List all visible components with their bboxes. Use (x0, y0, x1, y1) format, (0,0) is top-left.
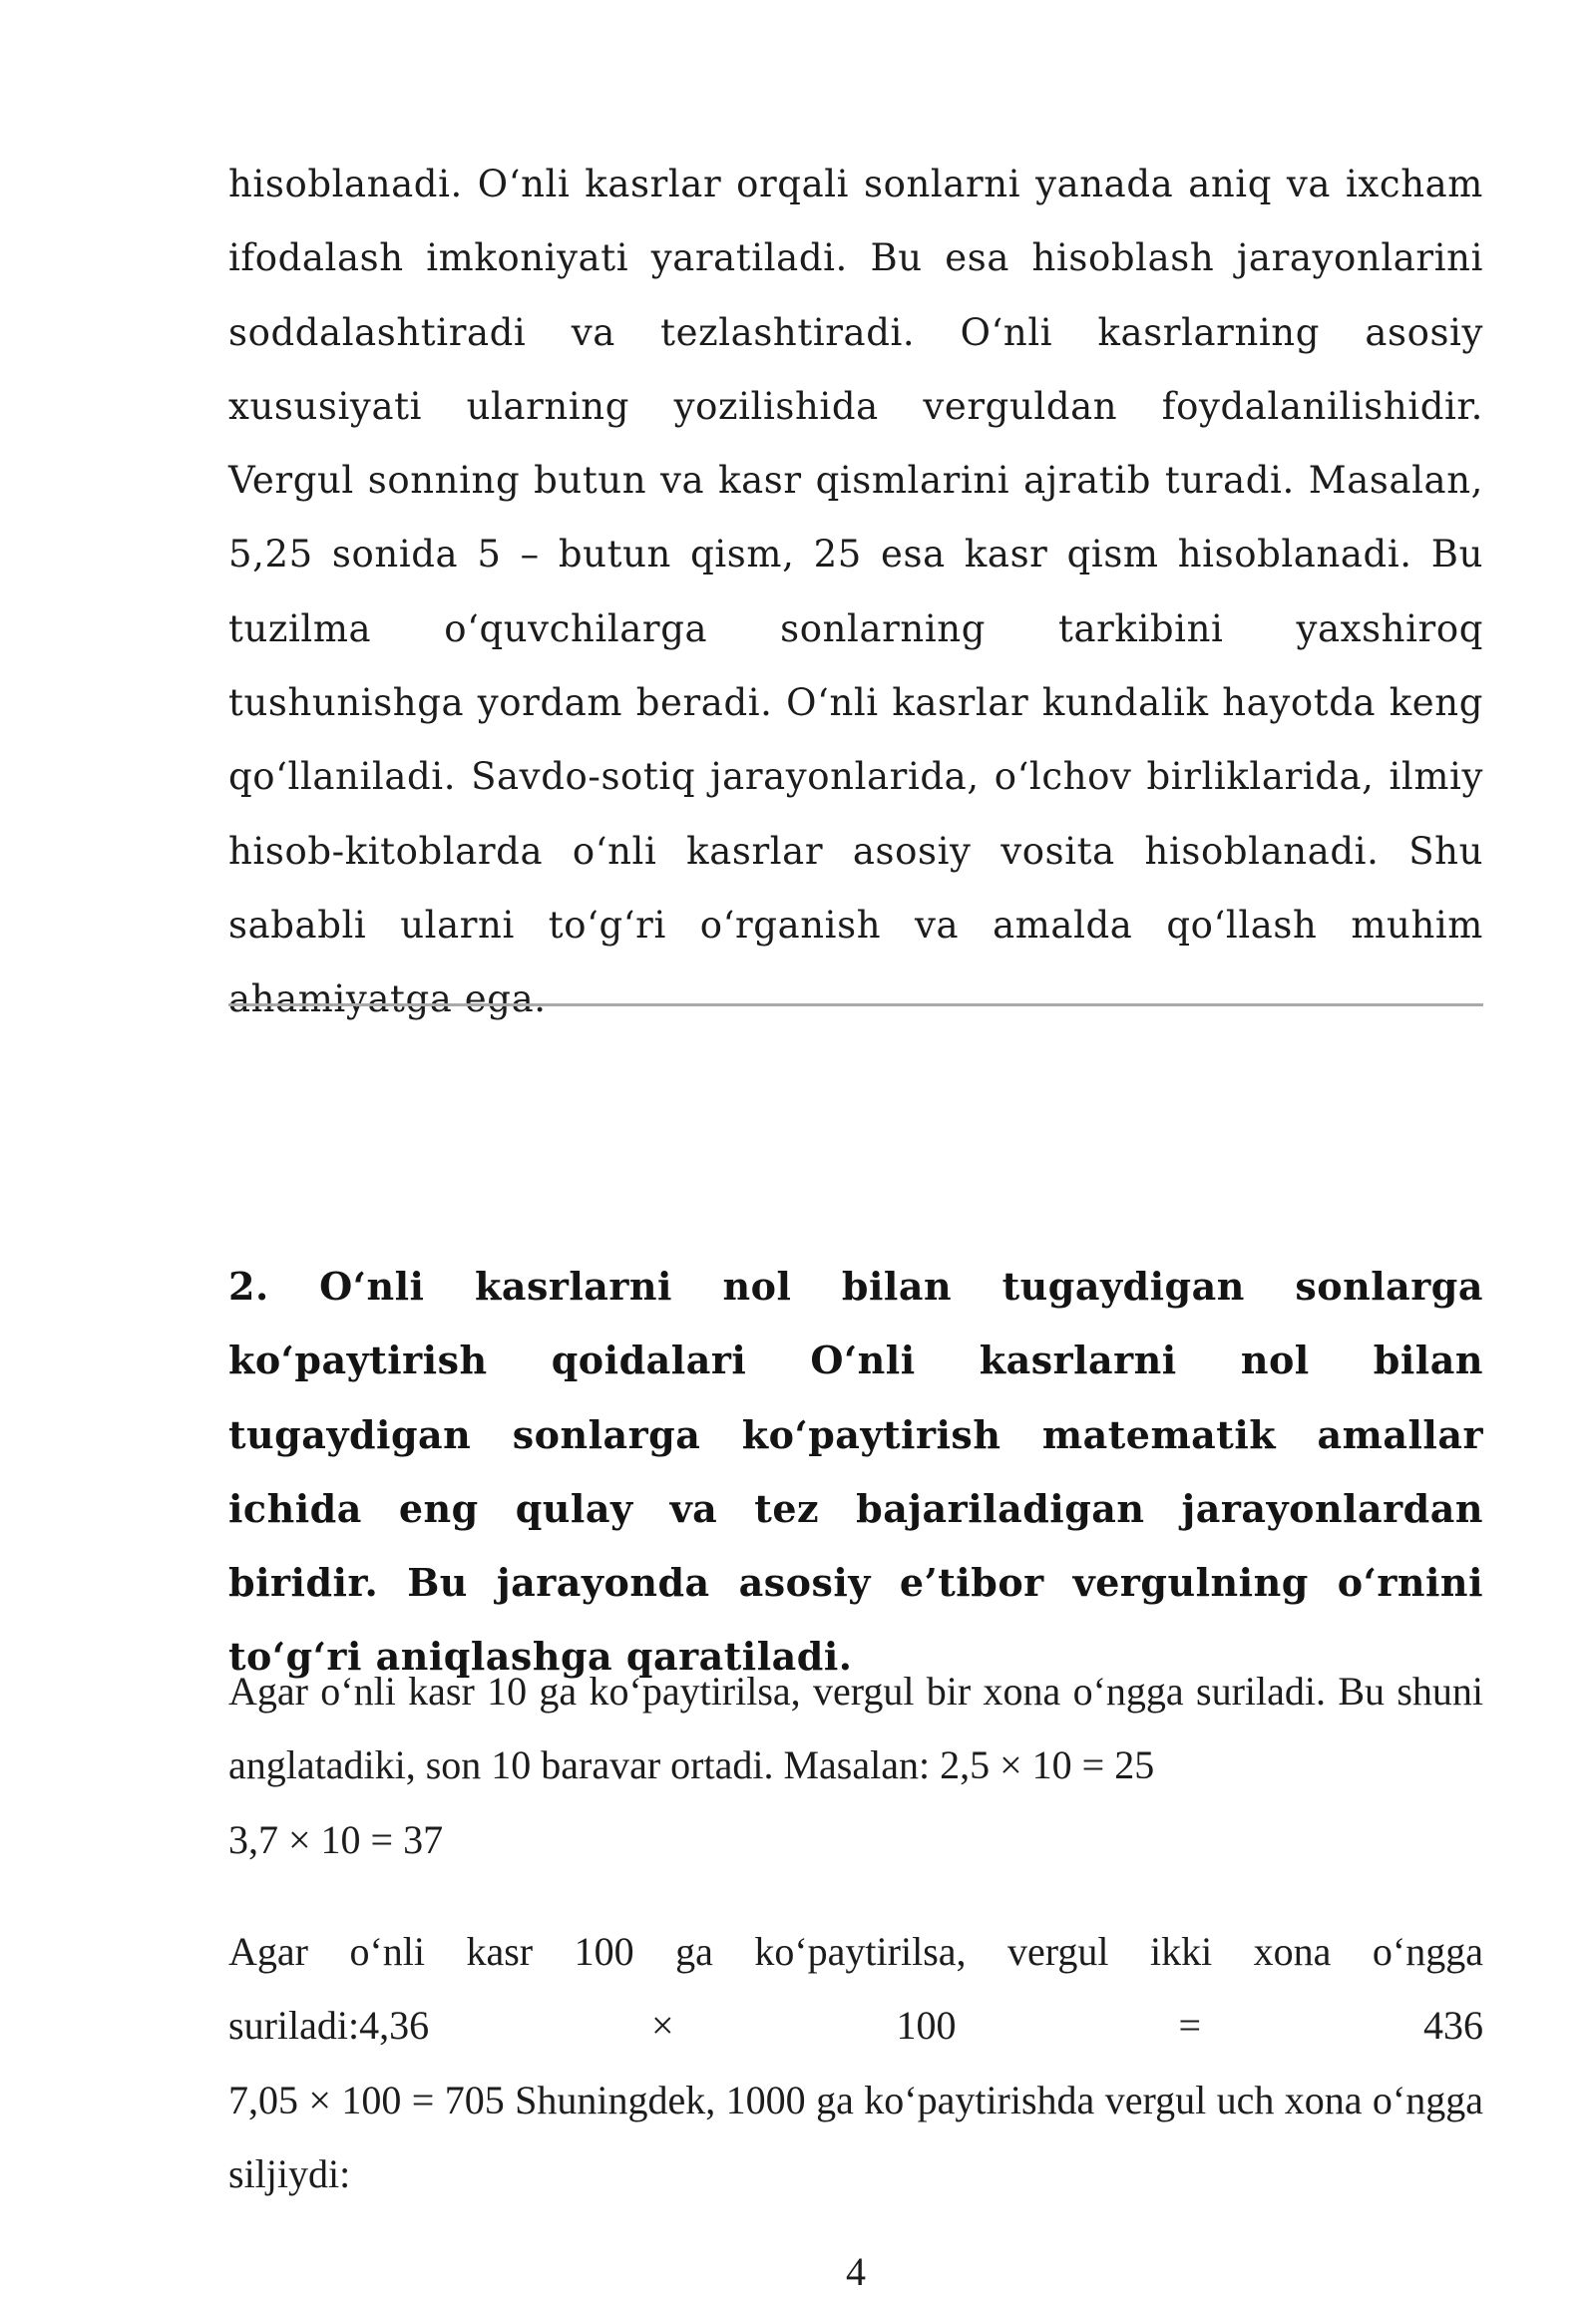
equation-part: 436 (1422, 2003, 1483, 2049)
section-heading: 2. O‘nli kasrlarni nol bilan tugaydigan sonlarga ko‘paytirish qoidalari O‘nli kasrlarni nol bilan tugaydigan sonlarga ko‘paytirish matematik amallar ichida eng qulay va tez bajariladigan jarayonlardan biridir. Bu jarayonda asosiy e’tibor vergulning o‘rnini to‘g‘ri aniqlashga qaratiladi. (228, 1264, 1483, 1680)
equation-part: 100 (896, 2003, 957, 2049)
horizontal-divider (228, 1003, 1483, 1006)
body-paragraph-1: hisoblanadi. O‘nli kasrlar orqali sonlarni yanada aniq va ixcham ifodalash imkoniyati yaratiladi. Bu esa hisoblash jarayonlarini soddalashtiradi va tezlashtiradi. O‘nli kasrlarning asosiy xususiyati ularning yozilishida verguldan foydalanilishidir. Vergul sonning butun va kasr qismlarini ajratib turadi. Masalan, 5,25 sonida 5 – butun qism, 25 esa kasr qism hisoblanadi. Bu tuzilma o‘quvchilarga sonlarning tarkibini yaxshiroq tushunishga yordam beradi. O‘nli kasrlar kundalik hayotda keng qo‘llaniladi. Savdo-sotiq jarayonlarida, o‘lchov birliklarida, ilmiy hisob-kitoblarda o‘nli kasrlar asosiy vosita hisoblanadi. Shu sababli ularni to‘g‘ri o‘rganish va amalda qo‘llash muhim ahamiyatga ega. (228, 163, 1483, 1021)
equation-part: × (651, 2003, 674, 2049)
equation-part: = (1178, 2003, 1202, 2049)
paragraph-2-example: 3,7 × 10 = 37 (228, 1816, 444, 1862)
page-number: 4 (846, 2249, 866, 2294)
paragraph-2-text: Agar o‘nli kasr 10 ga ko‘paytirilsa, vergul bir xona o‘ngga suriladi. Bu shuni anglatadiki, son 10 baravar ortadi. Masalan: 2,5 × 10 = 25 (228, 1669, 1483, 1788)
document-page (228, 148, 1483, 2294)
paragraph-3-line-1: Agar o‘nli kasr 100 ga ko‘paytirilsa, vergul ikki xona o‘ngga (228, 1929, 1483, 1974)
equation-part: suriladi:4,36 (228, 2003, 430, 2049)
paragraph-3-text: 7,05 × 100 = 705 Shuningdek, 1000 ga ko‘paytirishda vergul uch xona o‘ngga siljiydi: (228, 2077, 1483, 2196)
body-paragraph-3 (228, 1915, 1483, 2211)
paragraph-3-equation (228, 1989, 1483, 2063)
body-paragraph-2 (228, 1655, 1483, 1877)
